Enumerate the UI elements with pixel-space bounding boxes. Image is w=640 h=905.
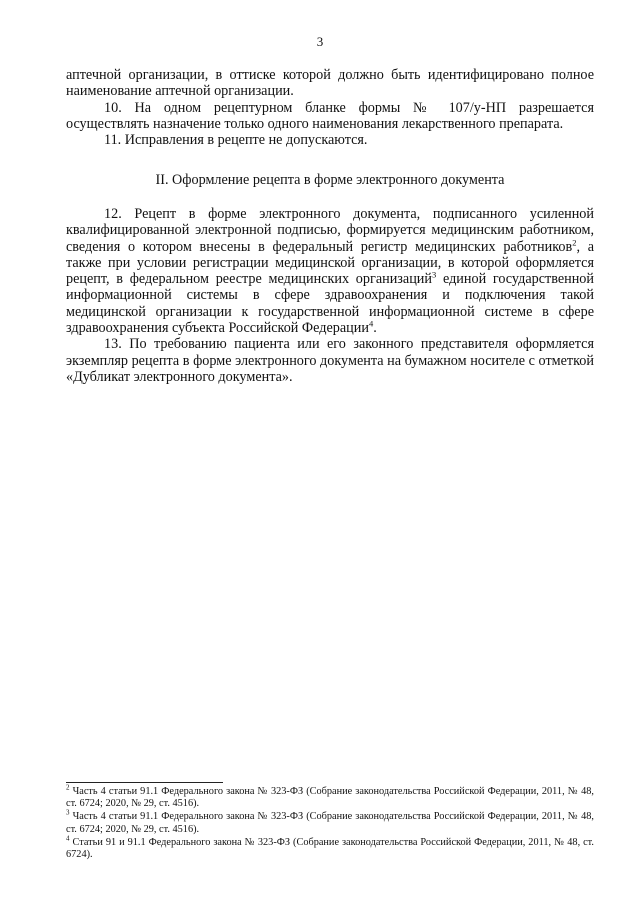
paragraph-12-text-4: . <box>373 320 377 337</box>
main-text-block <box>66 206 594 385</box>
paragraph-12-text-1: 12. Рецепт в форме электронного документа, подписанного усиленной квалифицированной электронной подписью, формируется медицинским работником, сведения о котором внесены в федеральный регистр медицинских работников <box>66 206 594 255</box>
footnote-ref-4: 4 <box>368 318 374 329</box>
footnote-2-text: Часть 4 статьи 91.1 Федерального закона № 323-ФЗ (Собрание законодательства Российской Федерации, 2011, № 48, ст. 6724; 2020, № 29, ст. 4516). <box>66 786 594 810</box>
footnote-divider <box>66 782 223 783</box>
footnote-4-text: Статьи 91 и 91.1 Федерального закона № 323-ФЗ (Собрание законодательства Российской Федерации, 2011, № 48, ст. 6724). <box>66 836 594 861</box>
footnote-2-mark: 2 <box>66 783 70 792</box>
paragraph-12-text-2: , а также при условии регистрации медицинской организации, в которой оформляется рецепт, в федеральном реестре медицинских организаций <box>66 238 594 288</box>
paragraph-continuation: аптечной организации, в оттиске которой должно быть идентифицировано полное наименование аптечной организации. <box>66 67 594 100</box>
paragraph-13: 13. По требованию пациента или его законного представителя оформляется экземпляр рецепта в форме электронного документа на бумажном носителе с отметкой «Дубликат электронного документа». <box>66 336 594 385</box>
footnote-3-text: Часть 4 статьи 91.1 Федерального закона № 323-ФЗ (Собрание законодательства Российской Федерации, 2011, № 48, ст. 6724; 2020, № 29, ст. 4516). <box>66 811 594 835</box>
footnote-3 <box>66 808 594 836</box>
paragraph-10: 10. На одном рецептурном бланке формы № 107/у-НП разрешается осуществлять назначение только одного наименования лекарственного препарата. <box>66 99 594 132</box>
paragraph-11: 11. Исправления в рецепте не допускаются. <box>104 132 368 149</box>
section-heading: II. Оформление рецепта в форме электронного документа <box>155 172 505 188</box>
paragraph-12 <box>66 206 594 336</box>
footnote-4-mark: 4 <box>66 834 70 843</box>
top-text-block <box>66 67 594 148</box>
footnote-2 <box>66 783 594 811</box>
page-number: 3 <box>316 34 324 49</box>
footnote-ref-2: 2 <box>572 236 577 247</box>
footnote-4 <box>66 834 594 862</box>
paragraph-12-text-3: единой государственной информационной системы в сфере здравоохранения и подключения такой медицинской организации к государственной информационной системе в сфере здравоохранения субъекта Российской Федерации <box>66 271 594 337</box>
footnote-ref-3: 3 <box>431 269 437 280</box>
footnotes-block <box>66 783 594 862</box>
footnote-3-mark: 3 <box>66 808 70 817</box>
